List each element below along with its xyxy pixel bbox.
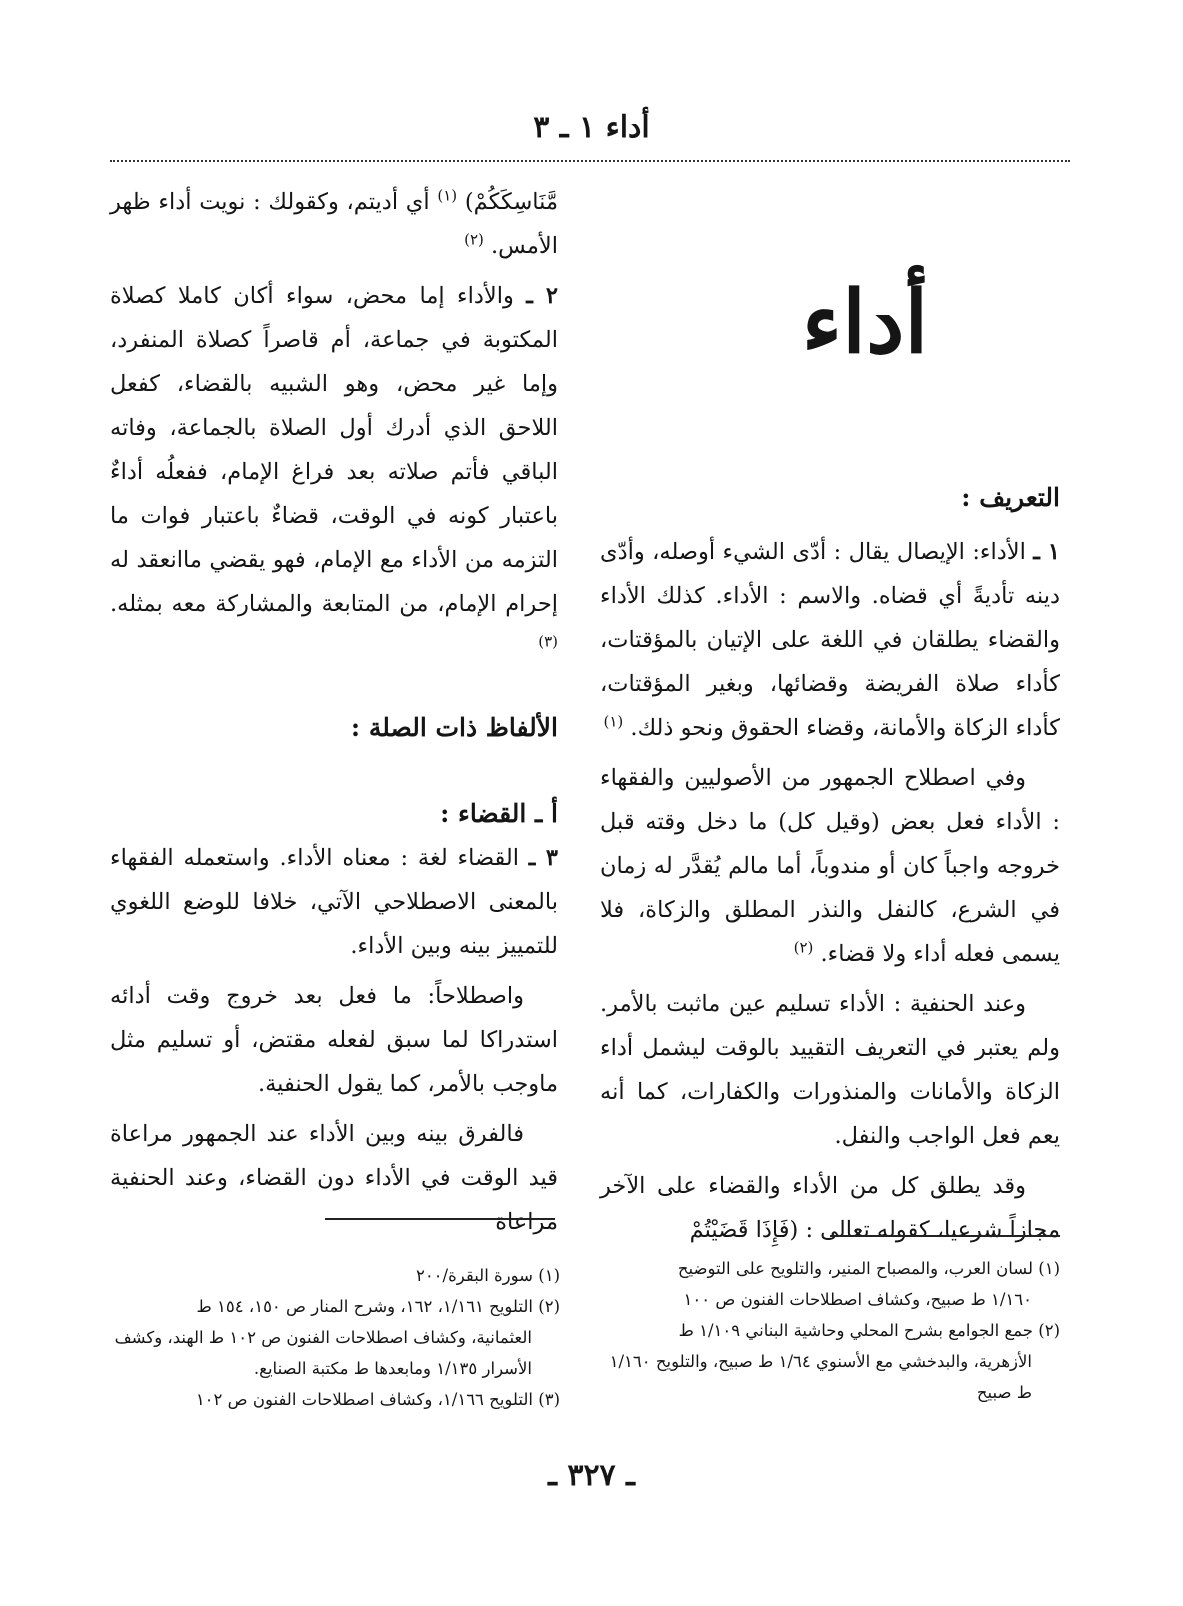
paragraph-8: فالفرق بينه وبين الأداء عند الجمهور مراعاة قيد الوقت في الأداء دون القضاء، وعند الحنفية مراعاة [110,1121,558,1235]
footnote-number: (٣) [538,1390,560,1409]
footnote-ref: (٣) [538,632,558,651]
paragraph-5 [110,274,558,670]
footnote [110,1291,560,1384]
paragraph-number: ٣ ـ [528,845,558,871]
footnote-text-cont: الأزهرية، والبدخشي مع الأسنوي ١/٦٤ ط صبيح، والتلويح ١/١٦٠ ط صبيح [609,1352,1032,1402]
paragraph-continuation [110,180,558,268]
paragraph-text: الأداء: الإيصال يقال : أدّى الشيء أوصله، وأدّى دينه تأديةً أي قضاه. والاسم : الأداء. كذلك الأداء والقضاء يطلقان في اللغة على الإتيان بالمؤقتات، كأداء صلاة الفريضة وقضائها، وبغير المؤقتات، كأداء الزكاة والأمانة، وقضاء الحقوق ونحو ذلك. [600,539,1060,741]
footnote-ref: (٢) [464,230,484,249]
related-terms-heading: الألفاظ ذات الصلة : [350,713,558,742]
footnotes-right [600,1253,1060,1408]
running-header: أداء ١ ـ ٣ [533,110,650,145]
footnote-text: التلويح ١/١٦١، ١٦٢، وشرح المنار ص ١٥٠، ١٥٤ ط [196,1297,533,1316]
footnotes-left [110,1260,560,1415]
paragraph-4: وقد يطلق كل من الأداء والقضاء على الآخر مجازاً شرعيا، كقوله تعالى : (فَإِذَا قَضَيْتُمْ [600,1173,1060,1243]
footnote-text: التلويح ١/١٦٦، وكشاف اصطلاحات الفنون ص ١٠٢ [195,1390,533,1409]
header-dotted-rule [110,160,1070,162]
footnote-number: (٢) [1038,1321,1060,1340]
footnote-text: جمع الجوامع بشرح المحلي وحاشية البناني ١/١٠٩ ط [678,1321,1033,1340]
footnote-text: لسان العرب، والمصباح المنير، والتلويح على التوضيح [677,1259,1033,1278]
paragraph-text: وفي اصطلاح الجمهور من الأصوليين والفقهاء : الأداء فعل بعض (وقيل كل) ما دخل وقته قبل خروجه واجباً كان أو مندوباً، أما مالم يُقدَّر له زمان في الشرع، كالنفل والنذر المطلق والزكاة، فلا يسمى فعله أداء ولا قضاء. [600,765,1060,967]
footnote-ref: (١) [603,712,624,731]
paragraph-number: ٢ ـ [526,283,558,309]
quran-quote-end: مَّنَاسِكَكُمْ) [464,189,558,215]
footnote-rule-left [325,1218,555,1220]
footnote-ref: (٢) [793,938,814,957]
paragraph-2 [600,756,1060,976]
footnote [110,1384,560,1415]
definition-heading: التعريف : [961,483,1060,512]
paragraph-text: والأداء إما محض، سواء أكان كاملا كصلاة المكتوبة في جماعة، أم قاصراً كصلاة المنفرد، وإما غير محض، وهو الشبيه بالقضاء، كفعل اللاحق الذي أدرك أول الصلاة بالجماعة، وفاته الباقي فأتم صلاته بعد فراغ الإمام، ففعلُه أداءٌ باعتبار كونه في الوقت، قضاءٌ باعتبار فوات ما التزمه من الأداء مع الإمام، فهو يقضي ماانعقد له إحرام الإمام، من المتابعة والمشاركة معه بمثله. [110,283,558,617]
footnote-number: (٢) [538,1297,560,1316]
page-number: ـ ٣٢٧ ـ [548,1458,635,1493]
paragraph-1 [600,530,1060,750]
paragraph-text: القضاء لغة : معناه الأداء. واستعمله الفقهاء بالمعنى الاصطلاحي الآتي، خلافا للوضع اللغوي للتمييز بينه وبين الأداء. [110,845,558,959]
footnote [600,1315,1060,1408]
footnote-ref: (١) [437,186,458,205]
footnote-text-cont: العثمانية، وكشاف اصطلاحات الفنون ص ١٠٢ ط الهند، وكشف الأسرار ١/١٣٥ ومابعدها ط مكتبة الصنايع. [114,1328,532,1378]
footnote-number: (١) [538,1266,560,1285]
footnote-number: (١) [1038,1259,1060,1278]
left-column [110,180,558,1250]
footnote-text-cont: ١/١٦٠ ط صبيح، وكشاف اصطلاحات الفنون ص ١٠٠ [683,1290,1032,1309]
paragraph-6 [110,836,558,968]
subheading-qada: أ ـ القضاء : [440,799,558,828]
paragraph-number: ١ ـ [1033,539,1060,565]
footnote-text: سورة البقرة/٢٠٠ [415,1266,533,1285]
entry-title: أداء [801,272,929,373]
right-column [600,190,1060,1258]
footnote-rule-right [830,1235,1060,1237]
footnote [600,1253,1060,1315]
paragraph-text: أي أديتم، وكقولك : نويت أداء ظهر الأمس. [110,189,558,259]
paragraph-7: واصطلاحاً: ما فعل بعد خروج وقت أدائه استدراكا لما سبق لفعله مقتض، أو تسليم مثل ماوجب بالأمر، كما يقول الحنفية. [110,983,558,1097]
paragraph-3: وعند الحنفية : الأداء تسليم عين ماثبت بالأمر. ولم يعتبر في التعريف التقييد بالوقت ليشمل أداء الزكاة والأمانات والمنذورات والكفارات، كما أنه يعم فعل الواجب والنفل. [600,991,1060,1149]
footnote [110,1260,560,1291]
